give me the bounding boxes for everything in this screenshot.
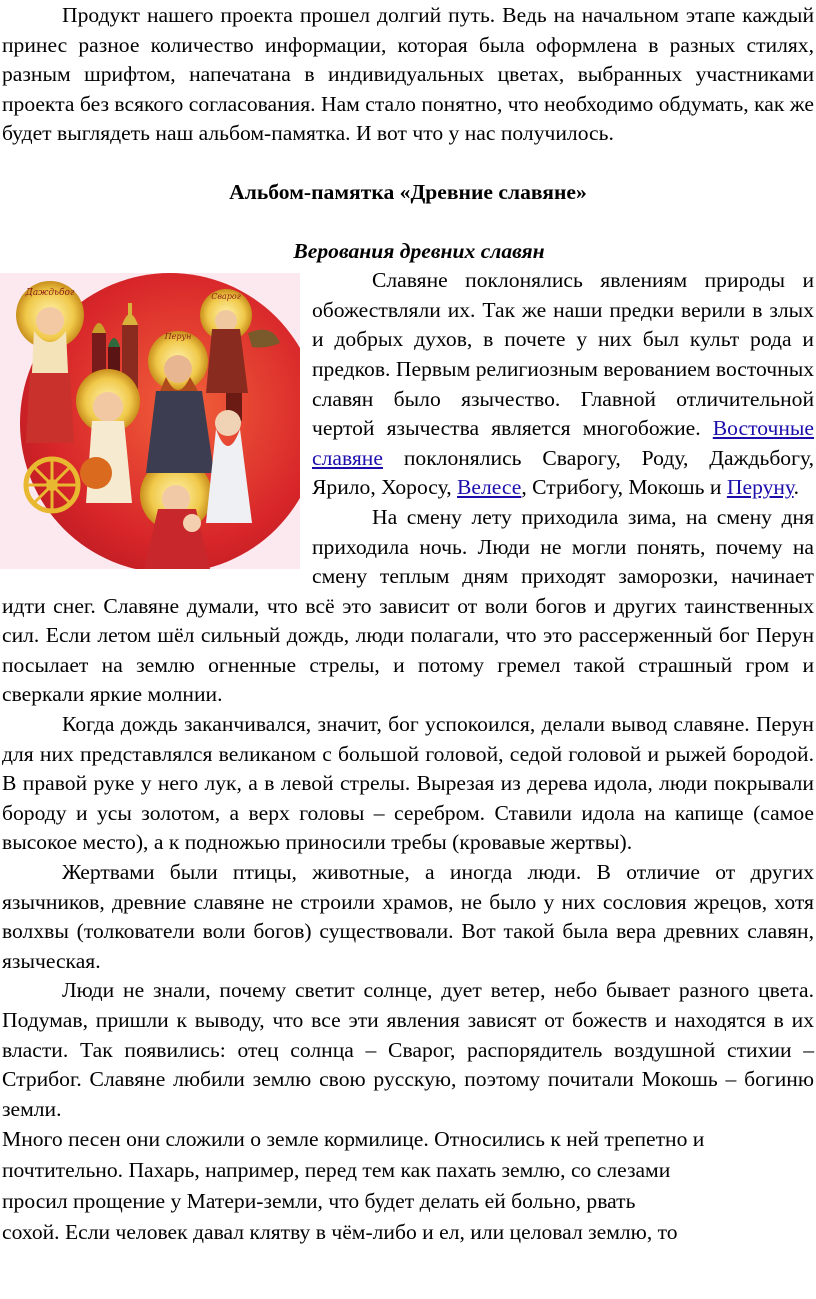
- link-east-slavs[interactable]: Восточные славяне: [312, 416, 814, 470]
- paragraph-earth-line-3: просил прощение у Матери-земли, что будет делать ей больно, рвать: [2, 1189, 636, 1214]
- link-veles[interactable]: Велесе: [457, 475, 522, 500]
- album-title: Альбом-памятка «Древние славяне»: [229, 179, 587, 204]
- paragraph-earth-line-2: почтительно. Пахарь, например, перед тем как пахать землю, со слезами: [2, 1158, 671, 1183]
- halo-label-perun: Перун: [164, 332, 192, 342]
- paragraph-earth-line-1: Много песен они сложили о земле кормилице. Относились к ней трепетно и: [2, 1127, 705, 1152]
- halo-label-dazhdbog: Даждьбог: [25, 288, 75, 299]
- slavic-gods-illustration: [0, 273, 300, 569]
- link-perun[interactable]: Перуну: [726, 475, 794, 500]
- illustration-art: [0, 273, 300, 569]
- section-subtitle: Верования древних славян: [293, 238, 545, 263]
- paragraph-beliefs-text-a: Славяне поклонялись явлениям природы и обожествляли их. Так же наши предки верили в злых и добрых духов, в почете у них был культ рода и предков. Первым религиозным верованием восточных славян было язычество. Главной отличительной чертой язычества является многобожие.: [312, 268, 814, 441]
- paragraph-seasons: На смену лету приходила зима, на смену дня приходила ночь. Люди не могли понять, почему на смену теплым дням приходят заморозки, начинает идти снег. Славяне думали, что всё это зависит от воли богов и других таинственных сил. Если летом шёл сильный дождь, люди полагали, что это рассерженный бог Перун посылает на землю огненные стрелы, и потому гремел такой страшный гром и сверкали яркие молнии.: [2, 504, 814, 707]
- paragraph-beliefs-text-b: поклонялись Сварогу, Роду, Даждьбогу, Ярило, Хоросу,: [312, 445, 814, 500]
- paragraph-deities: Люди не знали, почему светит солнце, дует ветер, небо бывает разного цвета. Подумав, пришли к выводу, что все эти явления зависят от божеств и находятся в их власти. Так появились: отец солнца – Сварог, распорядитель воздушной стихии – Стрибог. Славяне любили землю свою русскую, поэтому почитали Мокошь – богиню земли.: [2, 978, 814, 1121]
- paragraph-beliefs-text-d: .: [793, 475, 799, 500]
- sun-wheel-icon: [26, 459, 78, 511]
- paragraph-beliefs-text-c: , Стрибогу, Мокошь и: [521, 475, 727, 500]
- paragraph-earth: [2, 1124, 814, 1248]
- paragraph-earth-line-4: сохой. Если человек давал клятву в чём-либо и ел, или целовал землю, то: [2, 1220, 678, 1245]
- paragraph-sacrifices: Жертвами были птицы, животные, а иногда люди. В отличие от других язычников, древние славяне не строили храмов, не было у них сословия жрецов, хотя волхвы (толкователи воли богов) существовали. Вот такой была вера древних славян, языческая.: [2, 860, 814, 973]
- intro-paragraph: Продукт нашего проекта прошел долгий путь. Ведь на начальном этапе каждый принес разное количество информации, которая была оформлена в разных стилях, разным шрифтом, напечатана в индивидуальных цветах, выбранных участниками проекта без всякого согласования. Нам стало понятно, что необходимо обдумать, как же будет выглядеть наш альбом-памятка. И вот что у нас получилось.: [2, 3, 814, 146]
- paragraph-perun: Когда дождь заканчивался, значит, бог успокоился, делали вывод славяне. Перун для них представлялся великаном с большой головой, седой головой и рыжей бородой. В правой руке у него лук, а в левой стрелы. Вырезая из дерева идола, люди покрывали бороду и усы золотом, а верх головы – серебром. Ставили идола на капище (самое высокое место), а к подножью приносили требы (кровавые жертвы).: [2, 712, 814, 855]
- halo-label-svarog: Сварог: [211, 292, 241, 302]
